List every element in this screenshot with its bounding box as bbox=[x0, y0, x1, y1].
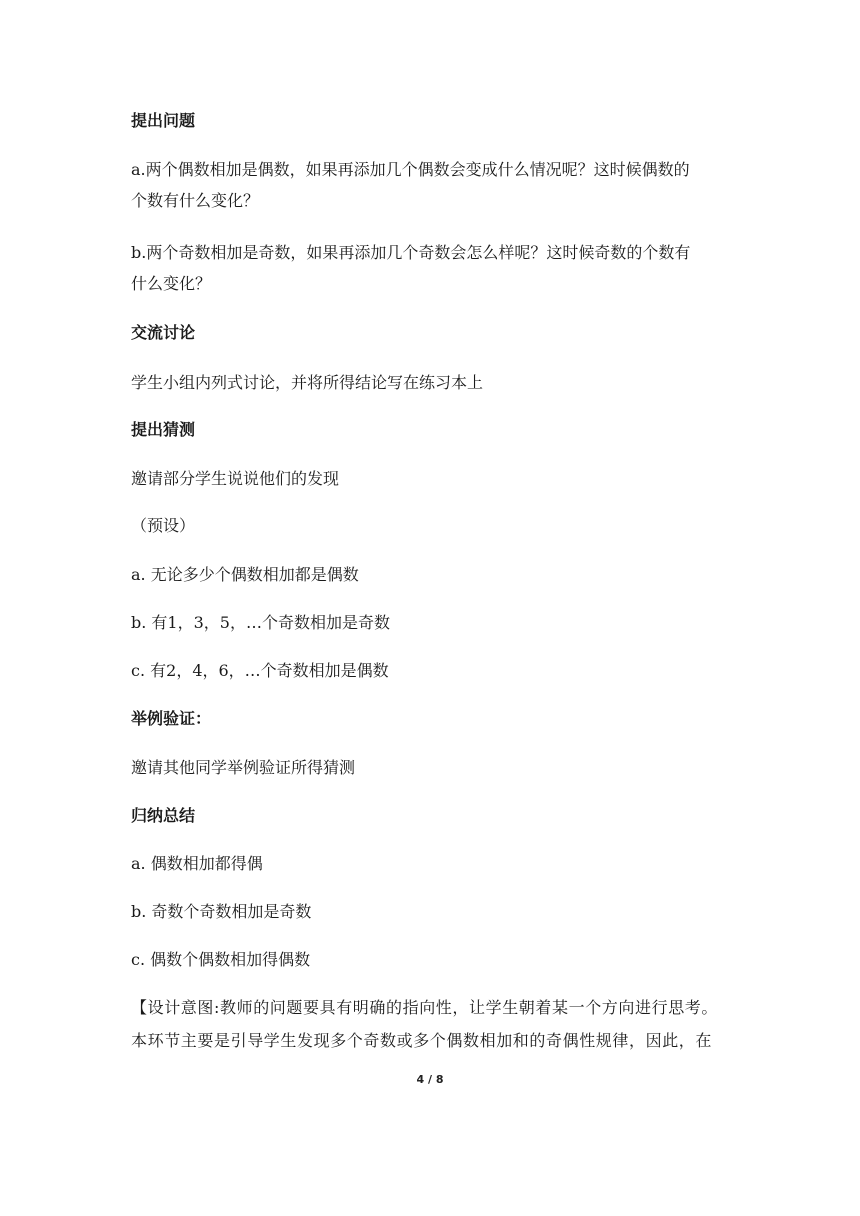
design-intent-line1: 【设计意图:教师的问题要具有明确的指向性，让学生朝着某一个方向进行思考。 bbox=[131, 998, 718, 1017]
heading-verify: 举例验证： bbox=[131, 709, 212, 728]
heading-guess: 提出猜测 bbox=[131, 420, 196, 439]
page-number: 4 / 8 bbox=[416, 1073, 444, 1086]
summary-item-b: b. 奇数个奇数相加是奇数 bbox=[131, 902, 312, 921]
summary-item-c: c. 偶数个偶数相加得偶数 bbox=[131, 950, 311, 969]
guess-item-c: c. 有2，4，6，…个奇数相加是偶数 bbox=[131, 661, 389, 680]
question-a-line2: 个数有什么变化？ bbox=[131, 191, 260, 210]
discussion-text: 学生小组内列式讨论，并将所得结论写在练习本上 bbox=[131, 373, 484, 392]
summary-item-a: a. 偶数相加都得偶 bbox=[131, 854, 263, 873]
question-a-line1: a.两个偶数相加是偶数，如果再添加几个偶数会变成什么情况呢？这时候偶数的 bbox=[131, 160, 690, 179]
question-b-line1: b.两个奇数相加是奇数，如果再添加几个奇数会怎么样呢？这时候奇数的个数有 bbox=[131, 243, 691, 262]
verify-text: 邀请其他同学举例验证所得猜测 bbox=[131, 758, 356, 777]
guess-item-b: b. 有1，3，5，…个奇数相加是奇数 bbox=[131, 613, 390, 632]
guess-item-a: a. 无论多少个偶数相加都是偶数 bbox=[131, 565, 359, 584]
design-intent-line2: 本环节主要是引导学生发现多个奇数或多个偶数相加和的奇偶性规律，因此，在 bbox=[131, 1031, 713, 1050]
question-b-line2: 什么变化？ bbox=[131, 274, 212, 293]
heading-discussion: 交流讨论 bbox=[131, 323, 196, 342]
guess-preset: （预设） bbox=[131, 516, 196, 535]
heading-summary: 归纳总结 bbox=[131, 806, 196, 825]
heading-raise-question: 提出问题 bbox=[131, 111, 196, 130]
guess-intro: 邀请部分学生说说他们的发现 bbox=[131, 469, 340, 488]
